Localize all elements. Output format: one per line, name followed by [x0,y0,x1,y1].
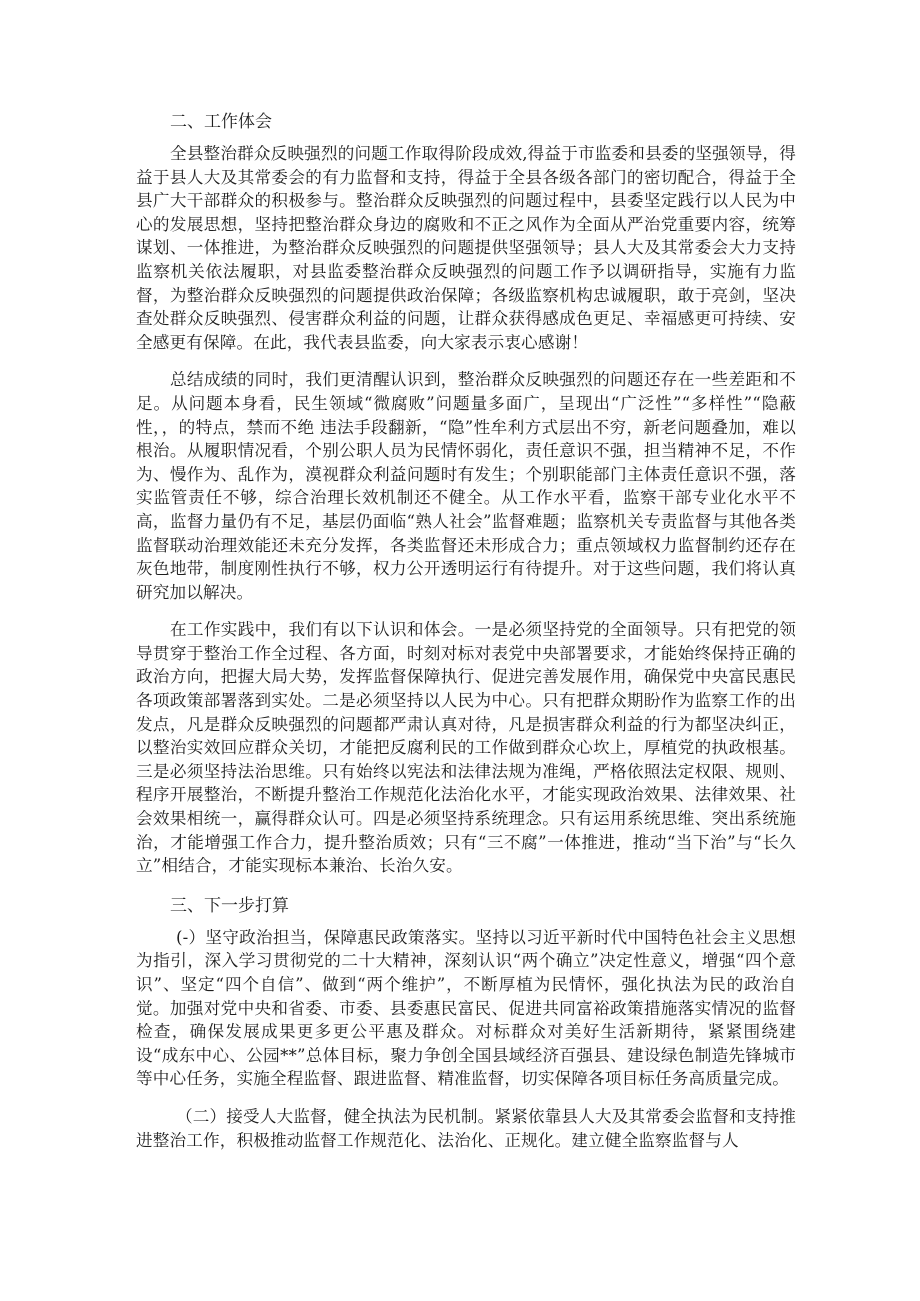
document-page [136,108,796,1166]
paragraph-shortcomings: 总结成绩的同时，我们更清醒认识到，整治群众反映强烈的问题还存在一些差距和不足。从问题本身看，民生领域“微腐败”问题量多面广，呈现出“广泛性”“多样性”“隐蔽性，，的特点，禁而不绝 违法手段翻新，“隐”性牟利方式层出不穷，新老问题叠加，难以根治。从履职情况看，个别公职人员为民情怀弱化，责任意识不强，担当精神不足，不作为、慢作为、乱作为，漠视群众利益问题时有发生；个别职能部门主体责任意识不强，落实监管责任不够，综合治理长效机制还不健全。从工作水平看，监察干部专业化水平不高，监督力量仍有不足，基层仍面临“熟人社会”监督难题；监察机关专责监督与其他各类监督联动治理效能还未充分发挥，各类监督还未形成合力；重点领域权力监督制约还存在灰色地带，制度刚性执行不够，权力公开透明运行有待提升。对于这些问题，我们将认真研究加以解决。 [136,370,796,602]
section-heading-work-experience: 二、工作体会 [170,112,272,132]
paragraph-next-step-2: （二）接受人大监督，健全执法为民机制。紧紧依靠县人大及其常委会监督和支持推进整治工作，积极推动监督工作规范化、法治化、正规化。建立健全监察监督与人 [136,1106,796,1150]
paragraph-insights: 在工作实践中，我们有以下认识和体会。一是必须坚持党的全面领导。只有把党的领导贯穿于整治工作全过程、各方面，时刻对标对表党中央部署要求，才能始终保持正确的政治方向，把握大局大势，发挥监督保障执行、促进完善发展作用，确保党中央富民惠民各项政策部署落到实处。二是必须坚持以人民为中心。只有把群众期盼作为监察工作的出发点，凡是群众反映强烈的问题都严肃认真对待，凡是损害群众利益的行为都坚决纠正，以整治实效回应群众关切，才能把反腐利民的工作做到群众心坎上，厚植党的执政根基。三是必须坚持法治思维。只有始终以宪法和法律法规为准绳，严格依照法定权限、规则、程序开展整治，不断提升整治工作规范化法治化水平，才能实现政治效果、法律效果、社会效果相统一，赢得群众认可。四是必须坚持系统理念。只有运用系统思维、突出系统施治，才能增强工作合力，提升整治质效；只有“三不腐”一体推进，推动“当下治”与“长久立”相结合，才能实现标本兼治、长治久安。 [136,620,796,876]
paragraph-next-step-1: (-）坚守政治担当，保障惠民政策落实。坚持以习近平新时代中国特色社会主义思想为指引，深入学习贯彻党的二十大精神，深刻认识“两个确立”决定性意义，增强“四个意识”、坚定“四个自信”、做到“两个维护”，不断厚植为民情怀，强化执法为民的政治自觉。加强对党中央和省委、市委、县委惠民富民、促进共同富裕政策措施落实情况的监督检查，确保发展成果更多更公平惠及群众。对标群众对美好生活新期待，紧紧围绕建设“成东中心、公园**”总体目标，聚力争创全国县域经济百强县、建设绿色制造先锋城市等中心任务，实施全程监督、跟进监督、精准监督，切实保障各项目标任务高质量完成。 [136,927,796,1089]
paragraph-achievements: 全县整治群众反映强烈的问题工作取得阶段成效,得益于市监委和县委的坚强领导，得益于县人大及其常委会的有力监督和支持，得益于全县各级各部门的密切配合，得益于全县广大干部群众的积极参与。整治群众反映强烈的问题过程中，县委坚定践行以人民为中心的发展思想，坚持把整治群众身边的腐败和不正之风作为全面从严治党重要内容，统筹谋划、一体推进，为整治群众反映强烈的问题提供坚强领导；县人大及其常委会大力支持监察机关依法履职，对县监委整治群众反映强烈的问题工作予以调研指导，实施有力监督，为整治群众反映强烈的问题提供政治保障；各级监察机构忠诚履职，敢于亮剑，坚决查处群众反映强烈、侵害群众利益的问题，让群众获得感成色更足、幸福感更可持续、安全感更有保障。在此，我代表县监委，向大家表示衷心感谢！ [136,144,796,352]
section-heading-next-steps: 三、下一步打算 [170,895,289,916]
